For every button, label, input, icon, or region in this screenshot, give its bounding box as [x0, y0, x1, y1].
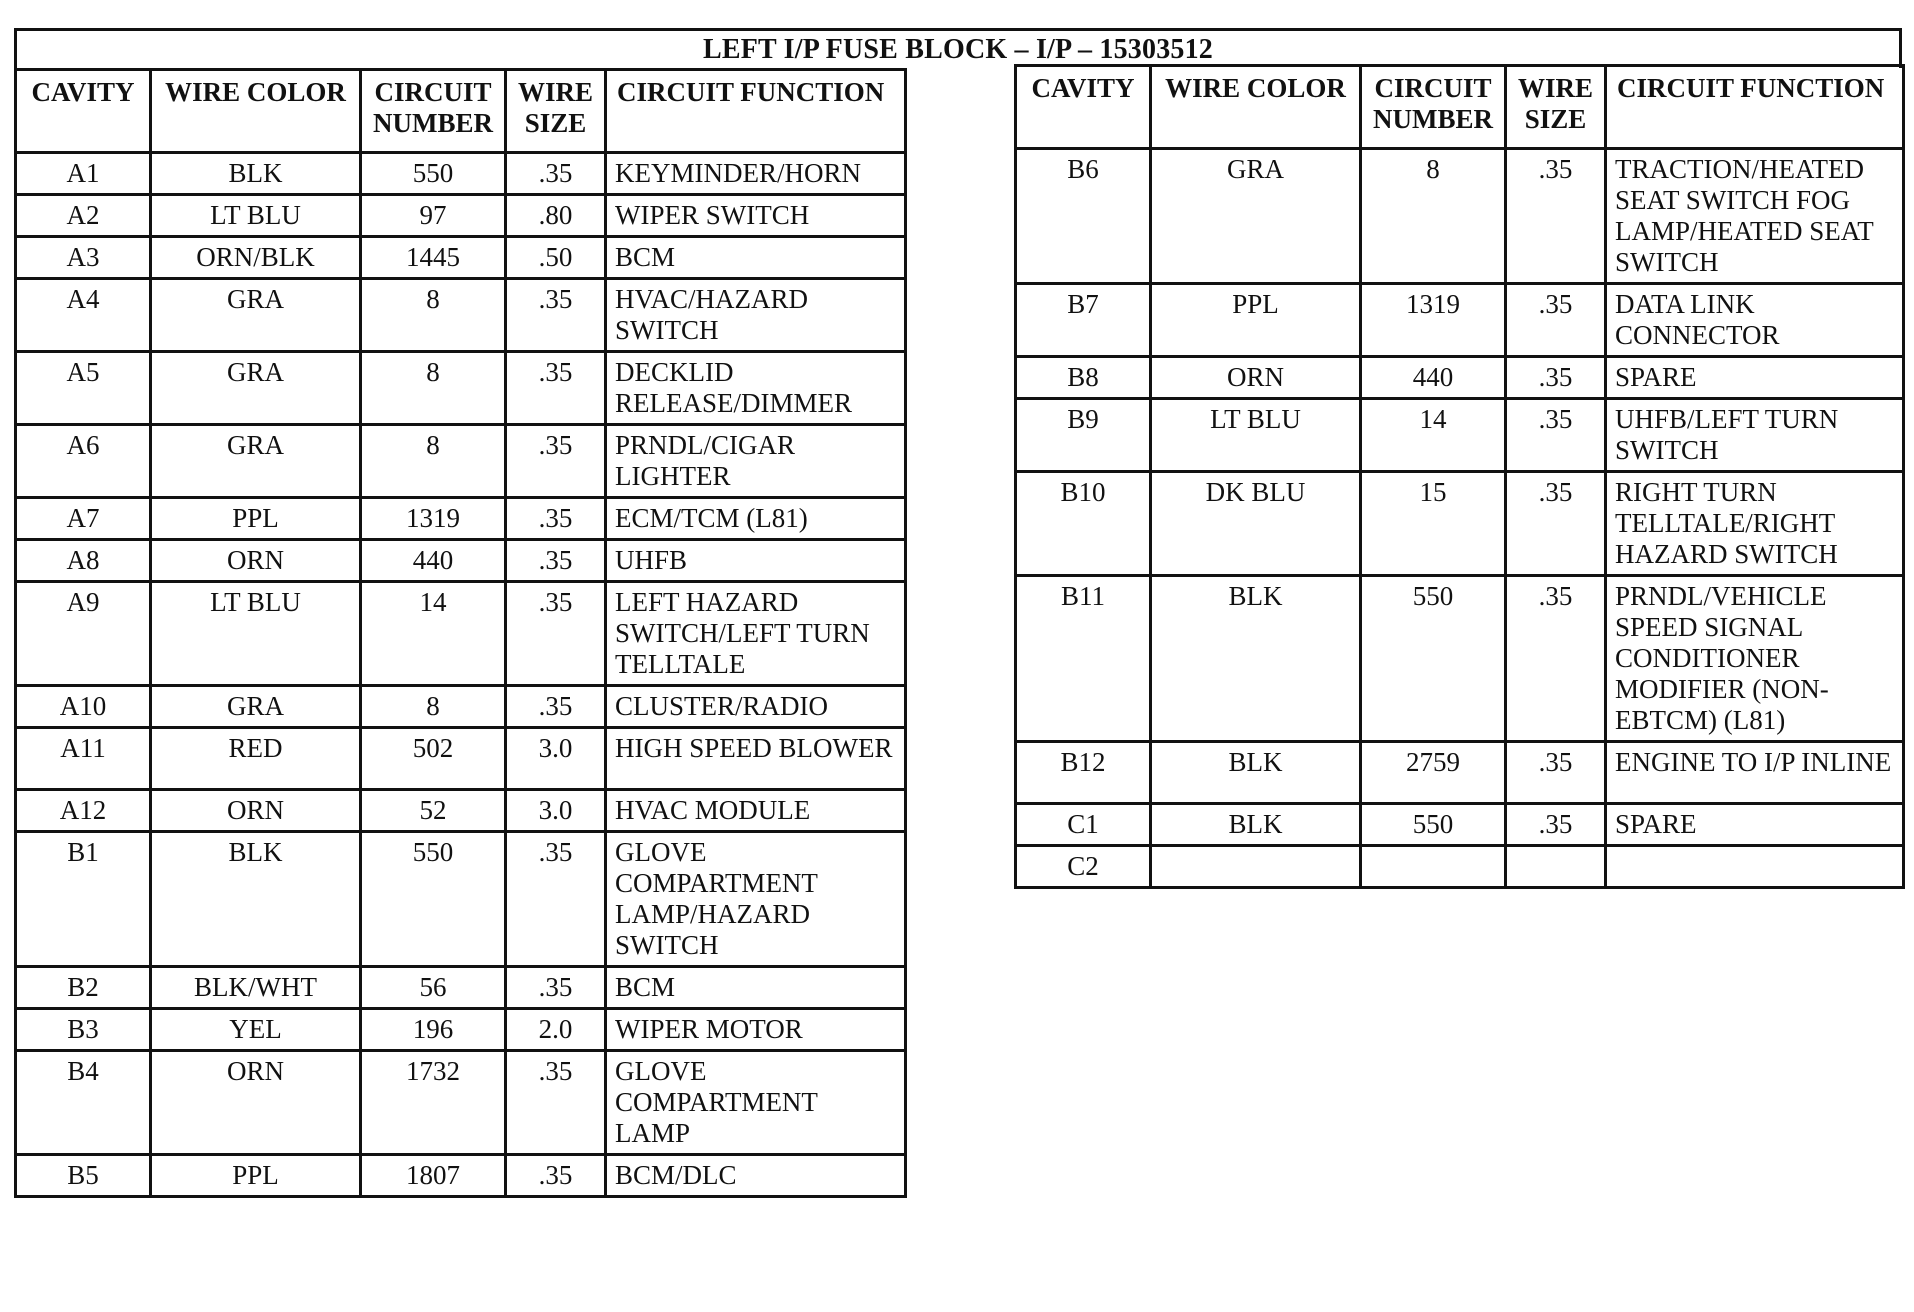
header-circuit-function: CIRCUIT FUNCTION	[606, 70, 906, 153]
cell-circuit-function: LEFT HAZARD SWITCH/LEFT TURN TELLTALE	[606, 582, 906, 686]
cell-wire-size: .35	[506, 279, 606, 352]
table-row	[16, 498, 906, 540]
cell-circuit-number: 8	[361, 686, 506, 728]
cell-cavity: A1	[16, 153, 151, 195]
cell-cavity: A10	[16, 686, 151, 728]
table-body-right	[1016, 149, 1904, 888]
cell-circuit-function: BCM	[606, 967, 906, 1009]
table-row	[1016, 576, 1904, 742]
cell-wire-color: PPL	[1151, 284, 1361, 357]
cell-circuit-number: 1319	[361, 498, 506, 540]
cell-cavity: B6	[1016, 149, 1151, 284]
table-row	[16, 967, 906, 1009]
cell-circuit-number: 8	[361, 279, 506, 352]
cell-wire-color: LT BLU	[151, 195, 361, 237]
cell-wire-color: GRA	[1151, 149, 1361, 284]
table-row	[16, 237, 906, 279]
cell-circuit-function: HIGH SPEED BLOWER	[606, 728, 906, 790]
cell-circuit-function: TRACTION/HEATED SEAT SWITCH FOG LAMP/HEATED SEAT SWITCH	[1606, 149, 1904, 284]
cell-circuit-function: GLOVE COMPARTMENT LAMP/HAZARD SWITCH	[606, 832, 906, 967]
header-circuit-number: CIRCUIT NUMBER	[361, 70, 506, 153]
header-wire-size: WIRE SIZE	[1506, 66, 1606, 149]
cell-wire-size: .35	[506, 582, 606, 686]
cell-circuit-number: 8	[1361, 149, 1506, 284]
table-row	[1016, 742, 1904, 804]
cell-wire-size: .80	[506, 195, 606, 237]
cell-wire-size: .35	[506, 540, 606, 582]
cell-circuit-number: 502	[361, 728, 506, 790]
header-wire-size: WIRE SIZE	[506, 70, 606, 153]
cell-wire-size: .35	[1506, 472, 1606, 576]
table-row	[1016, 472, 1904, 576]
cell-circuit-number: 550	[1361, 804, 1506, 846]
cell-cavity: B7	[1016, 284, 1151, 357]
cell-circuit-number: 1319	[1361, 284, 1506, 357]
table-row	[16, 790, 906, 832]
cell-wire-size	[1506, 846, 1606, 888]
fuse-block-document	[14, 28, 1904, 1272]
cell-wire-color: ORN	[151, 540, 361, 582]
cell-wire-size: .35	[506, 686, 606, 728]
table-row	[16, 153, 906, 195]
cell-circuit-number: 8	[361, 352, 506, 425]
cell-cavity: A6	[16, 425, 151, 498]
table-row	[16, 195, 906, 237]
header-wire-color: WIRE COLOR	[151, 70, 361, 153]
cell-circuit-function: DECKLID RELEASE/DIMMER	[606, 352, 906, 425]
cell-cavity: A9	[16, 582, 151, 686]
table-row	[16, 582, 906, 686]
cell-circuit-function: ENGINE TO I/P INLINE	[1606, 742, 1904, 804]
cell-cavity: B4	[16, 1051, 151, 1155]
cell-wire-size: .35	[1506, 399, 1606, 472]
cell-circuit-function: RIGHT TURN TELLTALE/RIGHT HAZARD SWITCH	[1606, 472, 1904, 576]
cell-circuit-function: UHFB/LEFT TURN SWITCH	[1606, 399, 1904, 472]
cell-circuit-number: 550	[1361, 576, 1506, 742]
cell-circuit-function: KEYMINDER/HORN	[606, 153, 906, 195]
cell-circuit-function: ECM/TCM (L81)	[606, 498, 906, 540]
cell-cavity: B10	[1016, 472, 1151, 576]
cell-circuit-function: HVAC/HAZARD SWITCH	[606, 279, 906, 352]
cell-circuit-function: BCM	[606, 237, 906, 279]
cell-circuit-number: 8	[361, 425, 506, 498]
cell-cavity: B1	[16, 832, 151, 967]
cell-circuit-function: BCM/DLC	[606, 1155, 906, 1197]
cell-wire-color: BLK	[1151, 576, 1361, 742]
header-cavity: CAVITY	[1016, 66, 1151, 149]
cell-circuit-function: HVAC MODULE	[606, 790, 906, 832]
cell-wire-color: ORN	[151, 790, 361, 832]
table-row	[1016, 284, 1904, 357]
cell-circuit-number: 52	[361, 790, 506, 832]
fuse-table-left	[14, 68, 907, 1198]
cell-wire-size: .50	[506, 237, 606, 279]
cell-wire-size: .35	[506, 498, 606, 540]
cell-circuit-function: SPARE	[1606, 357, 1904, 399]
header-cavity: CAVITY	[16, 70, 151, 153]
cell-wire-size: .35	[1506, 742, 1606, 804]
cell-circuit-function: UHFB	[606, 540, 906, 582]
cell-wire-color: ORN	[151, 1051, 361, 1155]
cell-wire-color: DK BLU	[1151, 472, 1361, 576]
cell-wire-size: 3.0	[506, 728, 606, 790]
table-row	[1016, 399, 1904, 472]
cell-wire-size: 2.0	[506, 1009, 606, 1051]
cell-cavity: B3	[16, 1009, 151, 1051]
cell-cavity: A4	[16, 279, 151, 352]
cell-wire-color: ORN/BLK	[151, 237, 361, 279]
cell-wire-color: GRA	[151, 352, 361, 425]
cell-circuit-function: SPARE	[1606, 804, 1904, 846]
cell-cavity: B2	[16, 967, 151, 1009]
table-row	[1016, 357, 1904, 399]
cell-cavity: A8	[16, 540, 151, 582]
cell-wire-size: .35	[1506, 284, 1606, 357]
cell-circuit-function: CLUSTER/RADIO	[606, 686, 906, 728]
cell-circuit-function: DATA LINK CONNECTOR	[1606, 284, 1904, 357]
cell-cavity: B9	[1016, 399, 1151, 472]
document-title: LEFT I/P FUSE BLOCK – I/P – 15303512	[14, 28, 1902, 68]
cell-wire-color: PPL	[151, 1155, 361, 1197]
table-row	[16, 279, 906, 352]
cell-cavity: C1	[1016, 804, 1151, 846]
header-circuit-number: CIRCUIT NUMBER	[1361, 66, 1506, 149]
cell-wire-size: 3.0	[506, 790, 606, 832]
cell-wire-color: BLK	[1151, 804, 1361, 846]
cell-wire-color: GRA	[151, 686, 361, 728]
header-row	[16, 70, 906, 153]
cell-circuit-number: 14	[1361, 399, 1506, 472]
cell-cavity: B5	[16, 1155, 151, 1197]
table-row	[16, 728, 906, 790]
header-row	[1016, 66, 1904, 149]
cell-wire-size: .35	[506, 352, 606, 425]
cell-cavity: B11	[1016, 576, 1151, 742]
cell-circuit-number: 550	[361, 832, 506, 967]
cell-wire-color	[1151, 846, 1361, 888]
cell-wire-size: .35	[506, 832, 606, 967]
cell-circuit-function: PRNDL/CIGAR LIGHTER	[606, 425, 906, 498]
cell-cavity: B8	[1016, 357, 1151, 399]
cell-wire-color: GRA	[151, 279, 361, 352]
cell-circuit-number: 56	[361, 967, 506, 1009]
cell-wire-color: BLK	[151, 832, 361, 967]
table-row	[16, 352, 906, 425]
table-row	[1016, 149, 1904, 284]
cell-wire-color: BLK/WHT	[151, 967, 361, 1009]
cell-cavity: A12	[16, 790, 151, 832]
cell-cavity: C2	[1016, 846, 1151, 888]
cell-wire-size: .35	[1506, 804, 1606, 846]
cell-wire-size: .35	[506, 153, 606, 195]
cell-wire-color: YEL	[151, 1009, 361, 1051]
cell-circuit-number: 97	[361, 195, 506, 237]
cell-circuit-number: 1445	[361, 237, 506, 279]
cell-circuit-number: 1807	[361, 1155, 506, 1197]
table-row	[16, 686, 906, 728]
table-row	[16, 1009, 906, 1051]
cell-wire-color: PPL	[151, 498, 361, 540]
cell-cavity: A7	[16, 498, 151, 540]
cell-cavity: A11	[16, 728, 151, 790]
table-row	[1016, 846, 1904, 888]
cell-circuit-number: 1732	[361, 1051, 506, 1155]
table-row	[1016, 804, 1904, 846]
table-row	[16, 832, 906, 967]
table-row	[16, 1051, 906, 1155]
cell-cavity: B12	[1016, 742, 1151, 804]
cell-circuit-number: 14	[361, 582, 506, 686]
table-body-left	[16, 153, 906, 1197]
cell-circuit-function: WIPER MOTOR	[606, 1009, 906, 1051]
cell-wire-color: RED	[151, 728, 361, 790]
cell-wire-color: LT BLU	[1151, 399, 1361, 472]
table-row	[16, 425, 906, 498]
cell-circuit-number	[1361, 846, 1506, 888]
cell-wire-color: BLK	[151, 153, 361, 195]
cell-wire-size: .35	[506, 425, 606, 498]
cell-wire-size: .35	[1506, 149, 1606, 284]
cell-wire-color: ORN	[1151, 357, 1361, 399]
table-row	[16, 1155, 906, 1197]
cell-circuit-number: 550	[361, 153, 506, 195]
cell-wire-color: BLK	[1151, 742, 1361, 804]
cell-circuit-number: 440	[361, 540, 506, 582]
header-circuit-function: CIRCUIT FUNCTION	[1606, 66, 1904, 149]
cell-wire-size: .35	[1506, 576, 1606, 742]
cell-circuit-function: GLOVE COMPARTMENT LAMP	[606, 1051, 906, 1155]
cell-circuit-function: PRNDL/VEHICLE SPEED SIGNAL CONDITIONER MODIFIER (NON-EBTCM) (L81)	[1606, 576, 1904, 742]
fuse-table-right	[1014, 64, 1905, 889]
cell-circuit-number: 196	[361, 1009, 506, 1051]
cell-wire-size: .35	[506, 1051, 606, 1155]
cell-circuit-number: 2759	[1361, 742, 1506, 804]
cell-circuit-function: WIPER SWITCH	[606, 195, 906, 237]
cell-circuit-function	[1606, 846, 1904, 888]
cell-cavity: A5	[16, 352, 151, 425]
cell-cavity: A2	[16, 195, 151, 237]
cell-wire-size: .35	[506, 967, 606, 1009]
cell-wire-size: .35	[1506, 357, 1606, 399]
cell-circuit-number: 15	[1361, 472, 1506, 576]
header-wire-color: WIRE COLOR	[1151, 66, 1361, 149]
cell-cavity: A3	[16, 237, 151, 279]
cell-wire-color: GRA	[151, 425, 361, 498]
cell-wire-color: LT BLU	[151, 582, 361, 686]
cell-wire-size: .35	[506, 1155, 606, 1197]
cell-circuit-number: 440	[1361, 357, 1506, 399]
table-row	[16, 540, 906, 582]
